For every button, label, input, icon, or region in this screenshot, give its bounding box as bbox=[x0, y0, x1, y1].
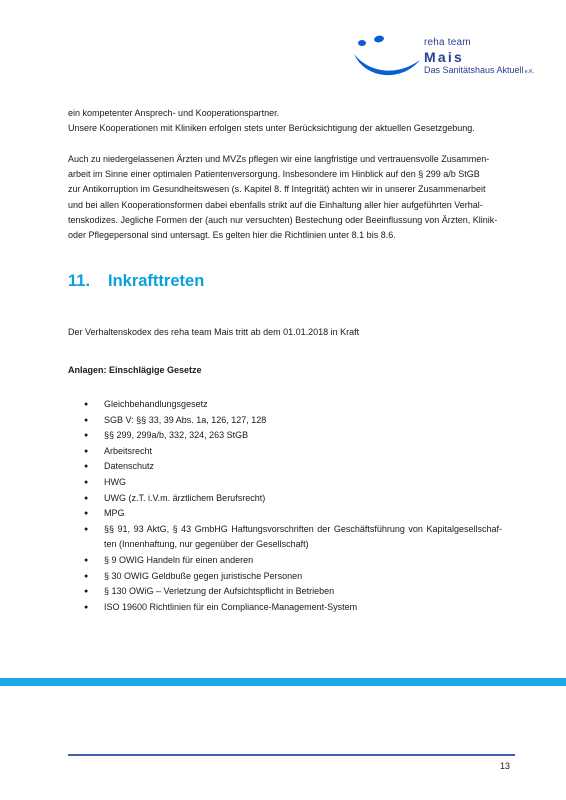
bullet-icon: ● bbox=[84, 494, 89, 502]
effective-date-text: Der Verhaltenskodex des reha team Mais tritt ab dem 01.01.2018 in Kraft bbox=[68, 327, 360, 337]
list-item: ● UWG (z.T. i.V.m. ärztlichem Berufsrecht) bbox=[84, 491, 502, 507]
list-item: ● Gleichbehandlungsgesetz bbox=[84, 397, 502, 413]
bullet-icon: ● bbox=[84, 588, 89, 596]
text-line: und bei allen Kooperationsformen dabei ebenfalls strikt auf die Einhaltung aller hier aufgeführten Verhal- bbox=[68, 199, 483, 210]
list-item: ● § 30 OWIG Geldbuße gegen juristische Personen bbox=[84, 569, 502, 585]
text-line: ein kompetenter Ansprech- und Kooperationspartner. bbox=[68, 108, 280, 118]
list-item: ● § 130 OWiG – Verletzung der Aufsichtspflicht in Betrieben bbox=[84, 584, 502, 600]
section-heading bbox=[68, 272, 204, 291]
text-line: oder Pflegepersonal sind untersagt. Es gelten hier die Richtlinien unter 8.1 bis 8.6. bbox=[68, 230, 396, 241]
bullet-icon: ● bbox=[84, 478, 89, 486]
annex-heading: Anlagen: Einschlägige Gesetze bbox=[68, 365, 202, 375]
list-item: ● SGB V: §§ 33, 39 Abs. 1a, 126, 127, 128 bbox=[84, 413, 502, 429]
logo-text-line3: Das Sanitätshaus Aktuelle.K. bbox=[424, 65, 535, 75]
list-item: ● Datenschutz bbox=[84, 459, 502, 475]
text-line: arbeit im Sinne einer optimalen Patientenversorgung. Insbesondere im Hinblick auf den § 299 a/b StGB bbox=[68, 169, 480, 180]
text-line: tenskodizes. Jegliche Formen der (auch nur versuchten) Bestechung oder Beeinflussung von Ärzten, Klinik- bbox=[68, 214, 498, 225]
text-line: zur Antikorruption im Gesundheitswesen (s. Kapitel 8. ff Integrität) achten wir in unserer Zusammenarbeit bbox=[68, 184, 486, 195]
bullet-icon: ● bbox=[84, 510, 89, 518]
list-item: ● MPG bbox=[84, 506, 502, 522]
list-item: ● §§ 91, 93 AktG, § 43 GmbHG Haftungsvorschriften der Geschäftsführung von Kapitalgesellschaf- ten (Innenhaftung, nur gegenüber der Gesellschaft) bbox=[84, 523, 502, 550]
smile-logo-icon bbox=[352, 30, 424, 86]
paragraph-aerzte bbox=[68, 152, 502, 243]
bullet-icon: ● bbox=[84, 432, 89, 440]
page-number: 13 bbox=[499, 761, 510, 771]
footer-blue-bar bbox=[0, 678, 566, 686]
paragraph-kliniken bbox=[68, 106, 502, 136]
list-item: ● HWG bbox=[84, 475, 502, 491]
text-line: Auch zu niedergelassenen Ärzten und MVZs pflegen wir eine langfristige und vertrauensvolle Zusammen- bbox=[68, 154, 490, 164]
bullet-icon: ● bbox=[84, 572, 89, 580]
list-item: ● ISO 19600 Richtlinien für ein Compliance-Management-System bbox=[84, 600, 502, 616]
list-item: ● Arbeitsrecht bbox=[84, 444, 502, 460]
bullet-icon: ● bbox=[84, 603, 89, 611]
bullet-icon: ● bbox=[84, 401, 89, 408]
bullet-icon: ● bbox=[84, 447, 89, 455]
logo-text-line1: reha team bbox=[424, 37, 471, 48]
list-item: ● § 9 OWIG Handeln für einen anderen bbox=[84, 553, 502, 569]
text-line: Unsere Kooperationen mit Kliniken erfolgen stets unter Berücksichtigung der aktuellen Gesetzgebung. bbox=[68, 123, 475, 134]
section-title: Inkrafttreten bbox=[108, 272, 205, 290]
footer-divider bbox=[68, 754, 515, 756]
list-item: ● §§ 299, 299a/b, 332, 324, 263 StGB bbox=[84, 428, 502, 444]
logo-suffix: e.K. bbox=[524, 69, 535, 75]
laws-list bbox=[84, 397, 502, 615]
bullet-icon: ● bbox=[84, 463, 89, 471]
company-logo bbox=[352, 30, 542, 86]
bullet-icon: ● bbox=[84, 556, 89, 564]
section-number: 11. bbox=[68, 272, 91, 290]
bullet-icon: ● bbox=[84, 416, 89, 424]
logo-text-line2: Mais bbox=[424, 49, 464, 65]
bullet-icon: ● bbox=[84, 525, 89, 533]
